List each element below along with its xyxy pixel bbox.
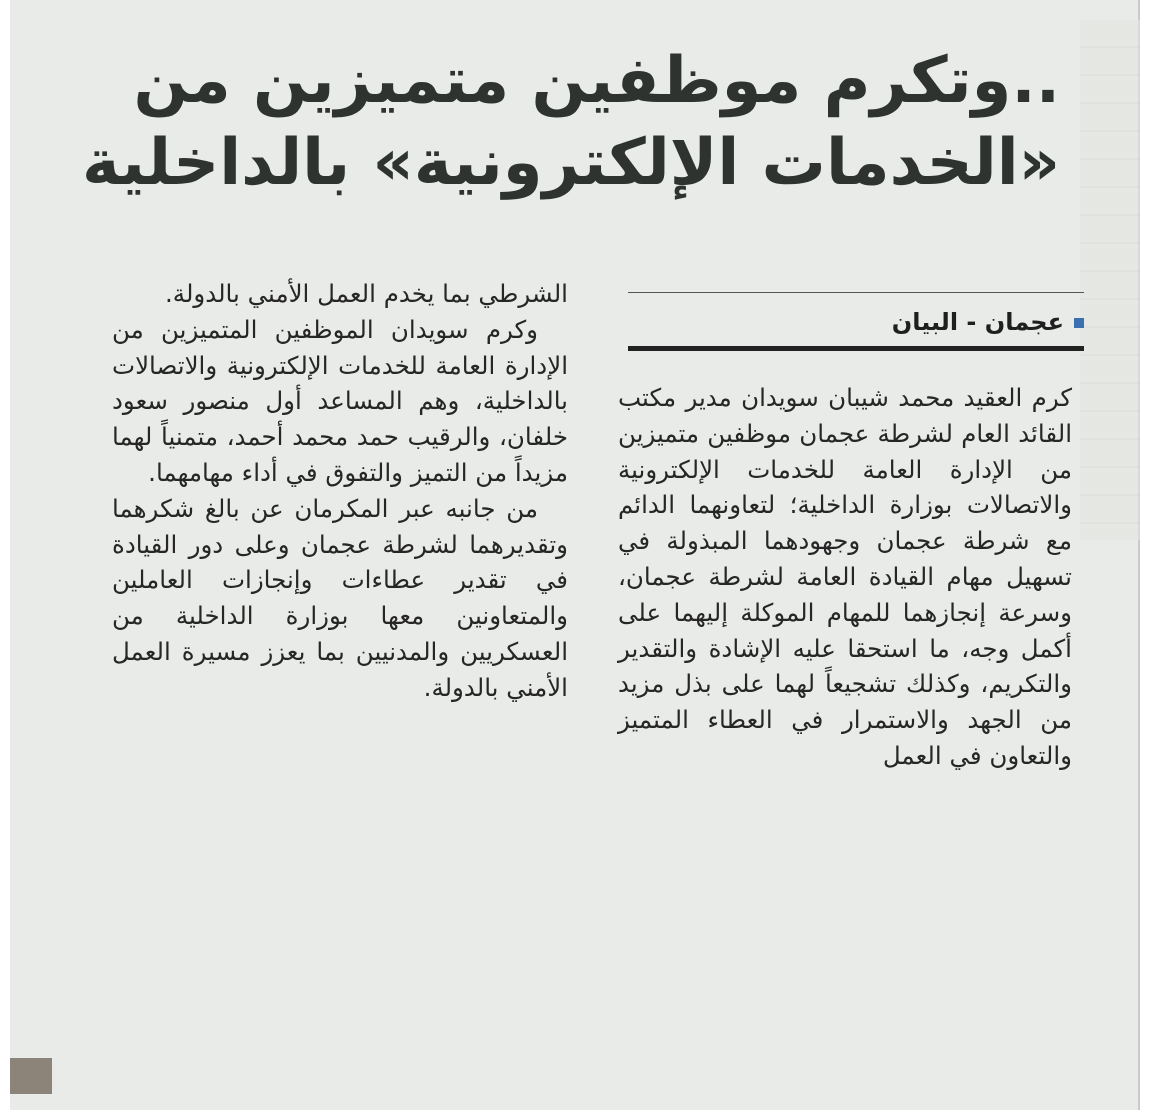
square-bullet-icon bbox=[1074, 318, 1084, 328]
byline-bottom-rule bbox=[628, 346, 1084, 351]
paragraph: الشرطي بما يخدم العمل الأمني بالدولة. bbox=[165, 279, 568, 308]
byline-text: عجمان - البيان bbox=[891, 308, 1064, 336]
byline-top-rule bbox=[628, 292, 1084, 293]
article-column-left bbox=[112, 276, 568, 706]
paragraph: كرم العقيد محمد شيبان سويدان مدير مكتب القائد العام لشرطة عجمان موظفين متميزين من الإدارة العامة للخدمات الإلكترونية والاتصالات بوزارة الداخلية؛ لتعاونهما الدائم مع شرطة عجمان وجهودهما المبذولة في تسهيل مهام القيادة العامة لشرطة عجمان، وسرعة إنجازهما للمهام الموكلة إليهما على أكمل وجه، ما استحقا عليه الإشادة والتقدير والتكريم، وكذلك تشجيعاً لهما على بذل مزيد من الجهد والاستمرار في العطاء المتميز والتعاون في العمل bbox=[618, 383, 1072, 770]
headline bbox=[60, 40, 1060, 204]
article-column-right bbox=[618, 380, 1072, 774]
headline-line-2: «الخدمات الإلكترونية» بالداخلية bbox=[82, 126, 1060, 200]
corner-mark bbox=[10, 1058, 52, 1094]
bleed-through-text-area bbox=[1080, 20, 1140, 540]
paragraph: وكرم سويدان الموظفين المتميزين من الإدارة العامة للخدمات الإلكترونية والاتصالات بالداخلية، وهم المساعد أول منصور سعود خلفان، والرقيب حمد محمد أحمد، متمنياً لهما مزيداً من التميز والتفوق في أداء مهامهما. bbox=[112, 314, 568, 487]
byline bbox=[628, 300, 1084, 344]
paragraph: من جانبه عبر المكرمان عن بالغ شكرهما وتقديرهما لشرطة عجمان وعلى دور القيادة في تقدير عطاءات وإنجازات العاملين والمتعاونين معها بوزارة الداخلية من العسكريين والمدنيين بما يعزز مسيرة العمل الأمني بالدولة. bbox=[112, 493, 568, 702]
headline-line-1: ..وتكرم موظفين متميزين من bbox=[133, 44, 1060, 118]
